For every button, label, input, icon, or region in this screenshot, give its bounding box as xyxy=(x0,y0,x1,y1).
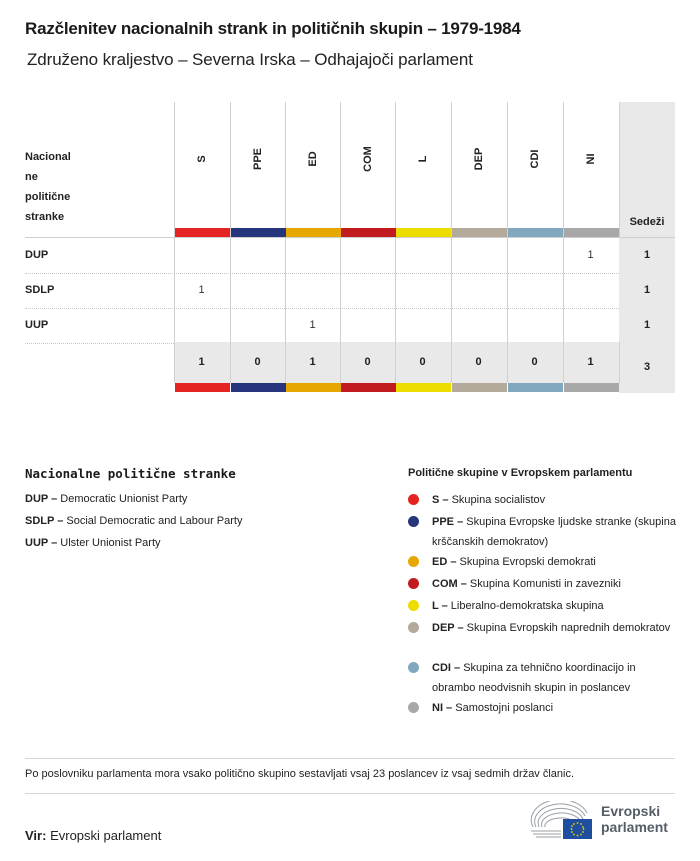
total-seats: 3 xyxy=(619,342,675,393)
column-header-com xyxy=(340,102,395,227)
legend-name: Liberalno-demokratska skupina xyxy=(450,600,604,612)
column-header-label: PPE xyxy=(251,147,264,171)
group-color-bar xyxy=(286,228,341,237)
european-parliament-logo xyxy=(529,801,675,843)
total-cell: 0 xyxy=(419,356,426,368)
color-dot-icon xyxy=(408,600,419,611)
legend-text xyxy=(432,552,678,572)
legend-name: Ulster Unionist Party xyxy=(60,537,161,549)
total-cell: 0 xyxy=(531,356,538,368)
group-color-bar xyxy=(175,228,230,237)
column-divider xyxy=(285,342,286,383)
column-header-label: ED xyxy=(306,151,319,167)
legend-name: Skupina za tehnično koordinacijo in obrambo neodvisnih skupin in poslancev xyxy=(432,662,636,694)
political-group-legend-item-ed xyxy=(408,552,678,572)
row-header-label xyxy=(25,147,165,227)
group-color-bar xyxy=(341,383,396,392)
legend-dash: – xyxy=(48,537,61,549)
row-label-uup: UUP xyxy=(25,319,49,331)
column-header-label: DEP xyxy=(472,147,485,171)
legend-dash: – xyxy=(457,578,470,590)
row-header-line: politične xyxy=(25,191,71,203)
legend-name: Skupina Evropski demokrati xyxy=(459,556,596,568)
group-color-bar xyxy=(286,383,341,392)
legend-dash: – xyxy=(48,493,61,505)
column-divider xyxy=(451,342,452,383)
row-label-sdlp: SDLP xyxy=(25,284,55,296)
column-divider xyxy=(230,342,231,383)
header-divider xyxy=(25,237,675,238)
column-header-label: COM xyxy=(361,146,374,172)
legend-name: Democratic Unionist Party xyxy=(60,493,188,505)
column-header-label: L xyxy=(416,155,429,163)
legend-code: DEP xyxy=(432,622,455,634)
group-color-bar xyxy=(341,228,396,237)
group-color-bar xyxy=(396,228,451,237)
total-cell: 1 xyxy=(309,356,316,368)
table-cell: 1 xyxy=(309,319,316,331)
column-divider xyxy=(395,342,396,383)
column-header-ed xyxy=(285,102,340,227)
table-cell: 1 xyxy=(198,284,205,296)
group-color-bar xyxy=(564,383,619,392)
legend-name: Skupina Evropskih naprednih demokratov xyxy=(466,622,671,634)
column-divider xyxy=(619,342,620,383)
page-title: Razčlenitev nacionalnih strank in političnih skupin – 1979-1984 xyxy=(25,19,521,38)
column-header-label: CDI xyxy=(528,149,541,169)
political-group-legend-item-s xyxy=(408,490,678,510)
legend-dash: – xyxy=(450,662,464,674)
group-color-bar xyxy=(564,228,619,237)
legend-code: CDI xyxy=(432,662,451,674)
national-parties-legend-title: Nacionalne politične stranke xyxy=(25,466,236,481)
logo-text xyxy=(601,803,668,835)
row-header-line: Nacional xyxy=(25,151,71,163)
legend-dash: – xyxy=(454,622,467,634)
page-subtitle: Združeno kraljestvo – Severna Irska – Odhajajoči parlament xyxy=(27,50,473,69)
source-line xyxy=(25,828,161,843)
divider xyxy=(25,793,675,794)
row-divider xyxy=(25,343,174,344)
color-dot-icon xyxy=(408,702,419,713)
legend-code: S xyxy=(432,494,440,506)
logo-line: parlament xyxy=(601,819,668,835)
column-header-label: S xyxy=(195,155,208,163)
group-color-bar xyxy=(508,383,563,392)
legend-text xyxy=(432,490,678,510)
political-group-legend-item-ni xyxy=(408,698,678,718)
divider xyxy=(25,758,675,759)
political-groups-legend-title: Politične skupine v Evropskem parlamentu xyxy=(408,467,633,479)
legend-dash: – xyxy=(454,516,467,528)
color-dot-icon xyxy=(408,578,419,589)
group-color-bar xyxy=(231,228,286,237)
group-color-bar xyxy=(175,383,230,392)
row-header-line: stranke xyxy=(25,211,65,223)
group-color-bar xyxy=(452,383,507,392)
legend-dash: – xyxy=(443,702,456,714)
political-group-legend-item-l xyxy=(408,596,678,616)
legend-name: Skupina socialistov xyxy=(451,494,546,506)
legend-text xyxy=(432,618,678,638)
legend-text xyxy=(432,512,678,552)
political-group-legend-item-dep xyxy=(408,618,678,638)
column-header-s xyxy=(174,102,229,227)
legend-text xyxy=(432,574,678,594)
row-divider xyxy=(25,308,619,309)
total-cell: 0 xyxy=(254,356,261,368)
color-dot-icon xyxy=(408,622,419,633)
column-header-cdi xyxy=(507,102,562,227)
legend-code: PPE xyxy=(432,516,455,528)
group-color-bar xyxy=(231,383,286,392)
legend-name: Samostojni poslanci xyxy=(455,702,554,714)
column-header-label: NI xyxy=(584,153,597,165)
legend-code: SDLP xyxy=(25,515,55,527)
total-cell: 0 xyxy=(475,356,482,368)
row-header-line: ne xyxy=(25,171,38,183)
color-dot-icon xyxy=(408,662,419,673)
seats-column-header xyxy=(619,102,675,237)
total-cell: 1 xyxy=(587,356,594,368)
legend-name: Social Democratic and Labour Party xyxy=(66,515,243,527)
legend-dash: – xyxy=(439,494,452,506)
row-seats: 1 xyxy=(619,308,675,343)
row-seats: 1 xyxy=(619,238,675,273)
legend-dash: – xyxy=(54,515,67,527)
column-divider xyxy=(563,342,564,383)
column-header-l xyxy=(395,102,450,227)
legend-name: Skupina Komunisti in zavezniki xyxy=(469,578,621,590)
color-dot-icon xyxy=(408,556,419,567)
table-cell: 1 xyxy=(587,249,594,261)
seats-header-label: Sedeži xyxy=(629,216,665,228)
legend-code: DUP xyxy=(25,493,49,505)
legend-code: UUP xyxy=(25,537,49,549)
column-divider xyxy=(340,342,341,383)
legend-code: COM xyxy=(432,578,458,590)
legend-code: NI xyxy=(432,702,443,714)
legend-dash: – xyxy=(447,556,460,568)
group-color-bar xyxy=(452,228,507,237)
group-color-bar xyxy=(508,228,563,237)
logo-line: Evropski xyxy=(601,803,661,819)
legend-text xyxy=(432,596,678,616)
column-header-dep xyxy=(451,102,506,227)
national-party-legend-item xyxy=(25,493,187,505)
national-party-legend-item xyxy=(25,515,242,527)
row-seats: 1 xyxy=(619,273,675,308)
legend-code: ED xyxy=(432,556,448,568)
color-dot-icon xyxy=(408,494,419,505)
legend-text xyxy=(432,658,678,698)
column-header-ni xyxy=(563,102,618,227)
total-cell: 1 xyxy=(198,356,205,368)
political-group-legend-item-ppe xyxy=(408,512,678,552)
row-label-dup: DUP xyxy=(25,249,49,261)
source-label: Vir: xyxy=(25,828,47,843)
legend-code: L xyxy=(432,600,439,612)
legend-text xyxy=(432,698,678,718)
hemicycle-icon xyxy=(529,801,599,843)
group-color-bar xyxy=(396,383,451,392)
footnote: Po poslovniku parlamenta mora vsako politično skupino sestavljati vsaj 23 poslancev iz vsaj sedmih držav članic. xyxy=(25,768,575,780)
source-value: Evropski parlament xyxy=(50,828,162,843)
column-divider xyxy=(174,342,175,383)
row-divider xyxy=(25,273,619,274)
column-header-ppe xyxy=(230,102,285,227)
legend-name: Skupina Evropske ljudske stranke (skupina krščanskih demokratov) xyxy=(432,516,676,548)
political-group-legend-item-com xyxy=(408,574,678,594)
legend-dash: – xyxy=(438,600,451,612)
total-cell: 0 xyxy=(364,356,371,368)
national-party-legend-item xyxy=(25,537,161,549)
political-group-legend-item-cdi xyxy=(408,658,678,698)
color-dot-icon xyxy=(408,516,419,527)
column-divider xyxy=(507,342,508,383)
